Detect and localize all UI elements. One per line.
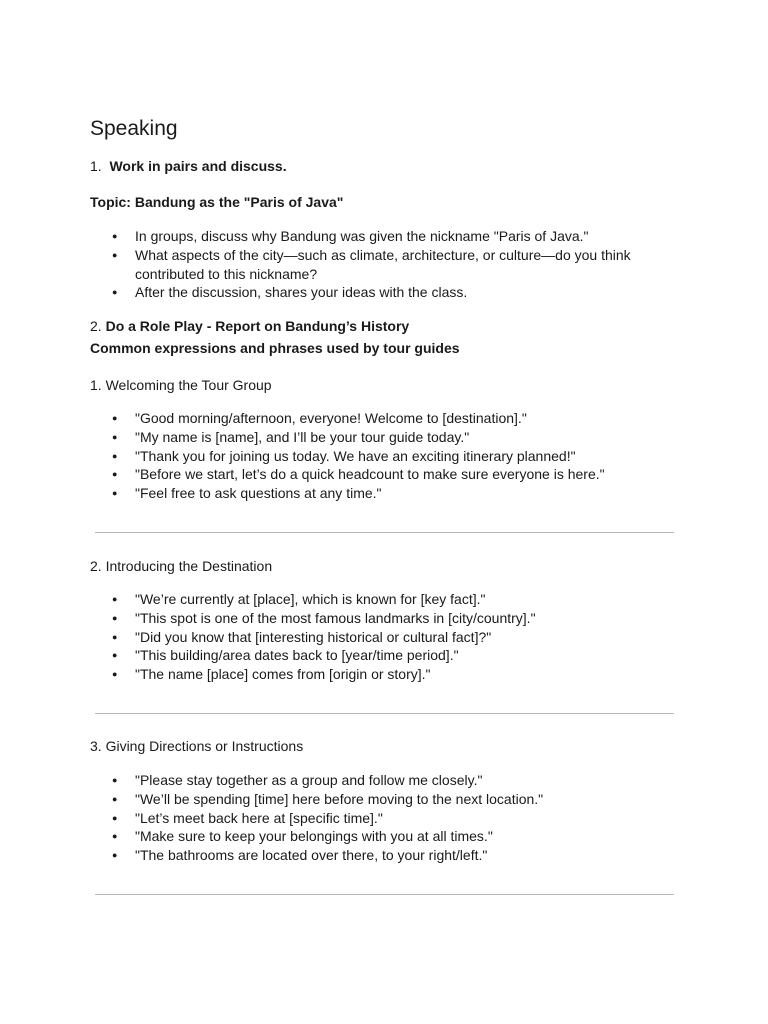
list-item: ● "Feel free to ask questions at any time." [90, 484, 650, 503]
list-item: ● "We’re currently at [place], which is known for [key fact]." [90, 590, 650, 609]
list-item: ● After the discussion, shares your ideas with the class. [90, 283, 650, 302]
section-divider [95, 713, 674, 714]
list-item: ● "My name is [name], and I’ll be your tour guide today." [90, 428, 650, 447]
list-item: ● "This building/area dates back to [year/time period]." [90, 646, 650, 665]
task-2-number: 2. [90, 318, 102, 334]
section-divider [95, 532, 674, 533]
list-item: ● "Please stay together as a group and follow me closely." [90, 771, 650, 790]
task-2-line [90, 317, 409, 335]
list-item: ● "Make sure to keep your belongings with you at all times." [90, 827, 650, 846]
task-1-bullet-list [90, 227, 650, 302]
section-divider [95, 894, 674, 895]
task-2-subtitle: Common expressions and phrases used by tour guides [90, 340, 460, 356]
task-2-title: Do a Role Play - Report on Bandung’s History [105, 318, 410, 334]
list-item: ● "The bathrooms are located over there, to your right/left." [90, 846, 650, 865]
task-1-title: Work in pairs and discuss. [109, 158, 287, 174]
section-title-directions: 3. Giving Directions or Instructions [90, 738, 304, 754]
list-item: ● "Did you know that [interesting historical or cultural fact]?" [90, 628, 650, 647]
section-title-welcoming: 1. Welcoming the Tour Group [90, 377, 272, 393]
task-1-topic: Topic: Bandung as the "Paris of Java" [90, 194, 344, 210]
list-item: ● "The name [place] comes from [origin or story]." [90, 665, 650, 684]
section-3-bullet-list [90, 771, 650, 865]
list-item: ● In groups, discuss why Bandung was given the nickname "Paris of Java." [90, 227, 650, 246]
list-item: ● What aspects of the city—such as climate, architecture, or culture—do you think contributed to this nickname? [90, 246, 650, 284]
task-1-number: 1. [90, 158, 102, 174]
page-heading: Speaking [90, 117, 178, 140]
list-item: ● "Let’s meet back here at [specific time]." [90, 809, 650, 828]
list-item: ● "Thank you for joining us today. We have an exciting itinerary planned!" [90, 447, 650, 466]
list-item: ● "Before we start, let’s do a quick headcount to make sure everyone is here." [90, 465, 650, 484]
list-item: ● "This spot is one of the most famous landmarks in [city/country]." [90, 609, 650, 628]
list-item: ● "Good morning/afternoon, everyone! Welcome to [destination]." [90, 409, 650, 428]
section-1-bullet-list [90, 409, 650, 503]
section-2-bullet-list [90, 590, 650, 684]
task-1-line [90, 157, 287, 175]
list-item: ● "We’ll be spending [time] here before moving to the next location." [90, 790, 650, 809]
section-title-introducing: 2. Introducing the Destination [90, 558, 273, 574]
